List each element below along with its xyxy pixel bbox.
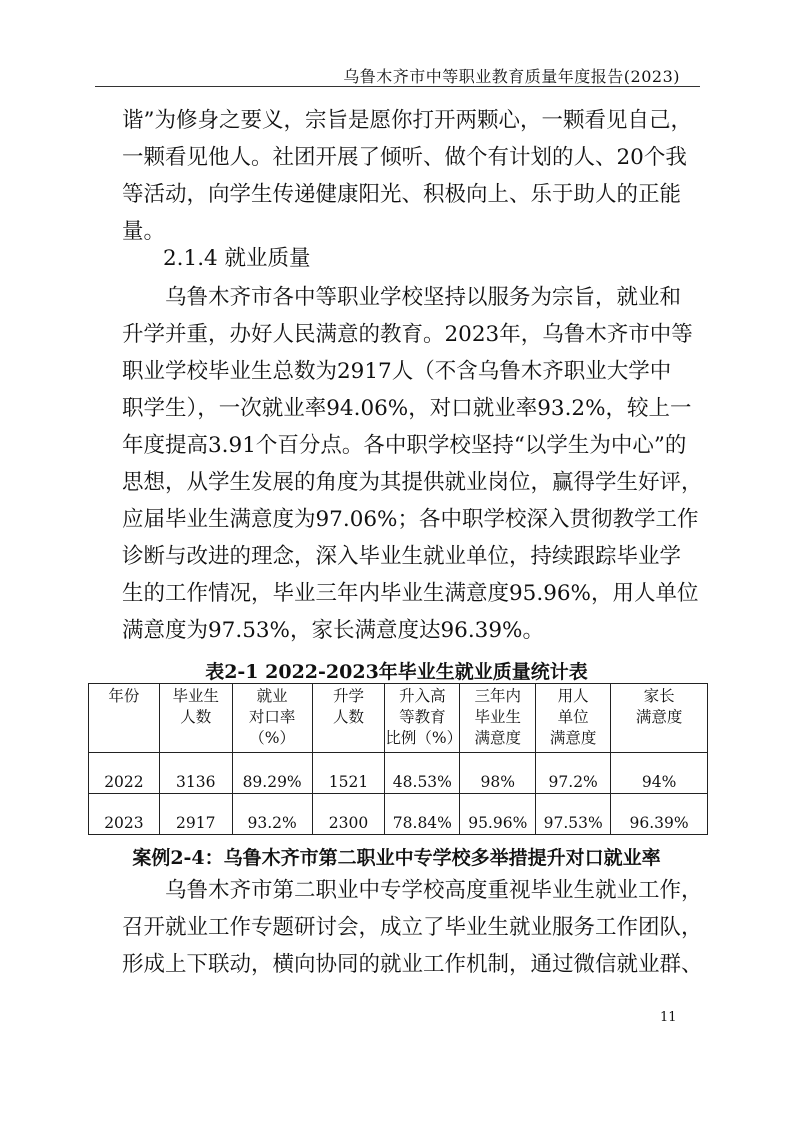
text-line: 等活动，向学生传递健康阳光、积极向上、乐于助人的正能 [122, 182, 682, 207]
table-row [89, 794, 708, 835]
report-title: 乌鲁木齐市中等职业教育质量年度报告(2023) [343, 67, 680, 86]
header-line: 年份 [108, 687, 140, 705]
paragraph-employment-quality [122, 279, 703, 649]
table-cell: 2917 [159, 794, 232, 835]
table-cell: 96.39% [611, 794, 708, 835]
text-line: 一颗看见他人。社团开展了倾听、做个有计划的人、20个我 [122, 145, 687, 170]
header-cell-year [89, 684, 160, 753]
table-cell: 94% [611, 753, 708, 794]
text-line: 乌鲁木齐市第二职业中专学校高度重视毕业生就业工作， [165, 878, 703, 903]
header-cell-employer-satisfaction [536, 684, 611, 753]
table-cell: 2022 [89, 753, 160, 794]
text-line: 职学生），一次就业率94.06%，对口就业率93.2%，较上一 [122, 396, 692, 421]
page-header [95, 56, 700, 87]
text-line: 形成上下联动，横向协同的就业工作机制，通过微信就业群、 [122, 952, 703, 977]
header-line: 比例（%） [385, 729, 463, 747]
text-line: 乌鲁木齐市各中等职业学校坚持以服务为宗旨，就业和 [165, 285, 682, 310]
paragraph-club-activities [122, 102, 692, 250]
text-line: 思想，从学生发展的角度为其提供就业岗位，赢得学生好评， [122, 470, 703, 495]
header-line: 满意度 [474, 729, 522, 747]
text-line: 召开就业工作专题研讨会，成立了毕业生就业服务工作团队， [122, 915, 703, 940]
header-line: 对口率 [248, 708, 296, 726]
header-line: 满意度 [549, 729, 597, 747]
paragraph-case-study [122, 872, 703, 983]
header-line: 升入高 [399, 687, 446, 705]
table-cell: 3136 [159, 753, 232, 794]
table-cell: 48.53% [385, 753, 460, 794]
text-line: 升学并重，办好人民满意的教育。2023年，乌鲁木齐市中等 [122, 322, 693, 347]
table-cell: 78.84% [385, 794, 460, 835]
header-cell-further-study [312, 684, 385, 753]
header-line: 就业 [256, 687, 288, 705]
table-cell: 1521 [312, 753, 385, 794]
text-line: 诊断与改进的理念，深入毕业生就业单位，持续跟踪毕业学 [122, 544, 682, 569]
header-line: （%） [249, 729, 295, 747]
header-line: 满意度 [635, 708, 683, 726]
header-line: 用人 [557, 687, 589, 705]
table-cell: 93.2% [232, 794, 312, 835]
table-row [89, 753, 708, 794]
header-line: 毕业生 [172, 687, 220, 705]
page-number: 11 [660, 1010, 677, 1025]
header-cell-alumni-satisfaction [460, 684, 536, 753]
header-line: 等教育 [399, 708, 446, 726]
header-line: 人数 [180, 708, 212, 726]
employment-stats-table [88, 683, 708, 835]
table-cell: 89.29% [232, 753, 312, 794]
text-line: 年度提高3.91个百分点。各中职学校坚持“以学生为中心”的 [122, 433, 687, 458]
text-line: 应届毕业生满意度为97.06%；各中职学校深入贯彻教学工作 [122, 507, 699, 532]
text-line: 职业学校毕业生总数为2917人（不含乌鲁木齐职业大学中 [122, 359, 672, 384]
table-cell: 2023 [89, 794, 160, 835]
header-line: 升学 [332, 687, 364, 705]
header-cell-higher-ed-ratio [385, 684, 463, 753]
table-cell: 95.96% [460, 794, 536, 835]
header-line: 单位 [557, 708, 589, 726]
table-cell: 2300 [312, 794, 385, 835]
table-caption: 表2-1 2022-2023年毕业生就业质量统计表 [205, 661, 588, 683]
header-line: 人数 [332, 708, 364, 726]
section-heading: 2.1.4 就业质量 [163, 246, 311, 271]
header-line: 三年内 [474, 687, 522, 705]
case-study-title: 案例2-4：乌鲁木齐市第二职业中专学校多举措提升对口就业率 [132, 847, 661, 869]
table-cell: 97.2% [536, 753, 611, 794]
text-line: 量。 [122, 219, 166, 244]
table-cell: 97.53% [536, 794, 611, 835]
table-cell: 98% [460, 753, 536, 794]
header-line: 家长 [643, 687, 675, 705]
header-cell-graduates [159, 684, 232, 753]
header-cell-parent-satisfaction [611, 684, 708, 753]
header-line: 毕业生 [474, 708, 522, 726]
table-header-row [89, 684, 708, 753]
text-line: 满意度为97.53%，家长满意度达96.39%。 [122, 618, 544, 643]
text-line: 生的工作情况，毕业三年内毕业生满意度95.96%，用人单位 [122, 581, 699, 606]
text-line: 谐”为修身之要义，宗旨是愿你打开两颗心，一颗看见自己， [122, 108, 692, 133]
header-cell-matched-rate [232, 684, 312, 753]
